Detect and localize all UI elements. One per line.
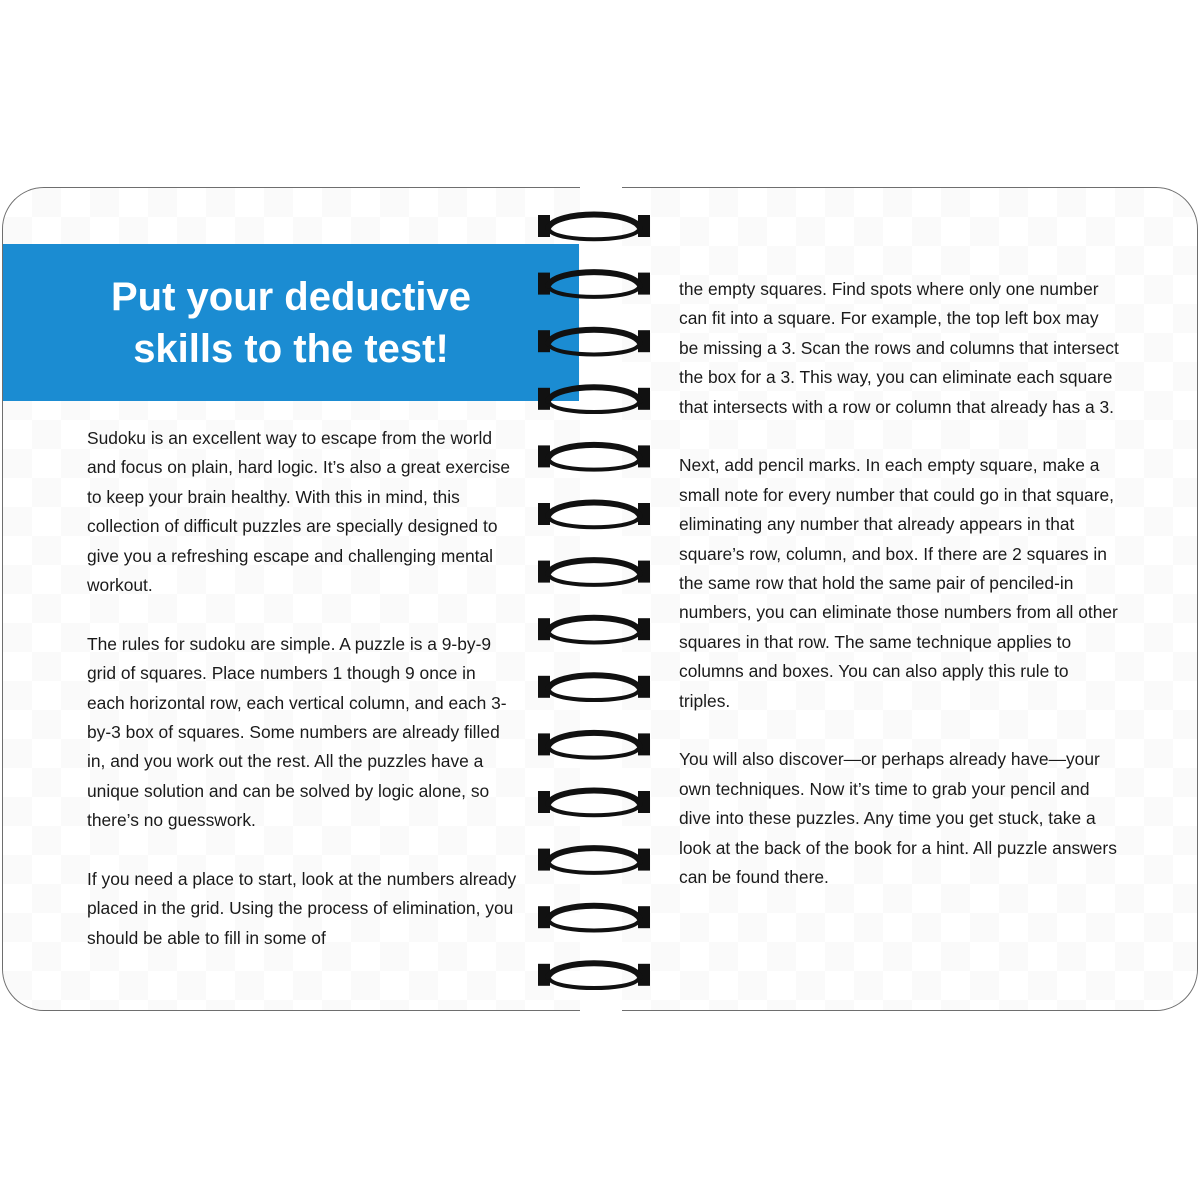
spiral-binding	[534, 200, 654, 1000]
spiral-wire-back	[550, 749, 638, 757]
spiral-wire-back	[550, 922, 638, 930]
spiral-wire-back	[550, 289, 638, 297]
spiral-wire	[548, 560, 640, 574]
spiral-wire-back	[550, 807, 638, 815]
spiral-ring	[538, 791, 650, 816]
spiral-ring	[538, 618, 650, 643]
spiral-wire-back	[550, 404, 638, 412]
spiral-wire	[548, 791, 640, 805]
spiral-wire	[548, 963, 640, 977]
spiral-wire	[548, 733, 640, 747]
spiral-wire	[548, 387, 640, 401]
left-page	[2, 187, 580, 1011]
spiral-ring	[538, 733, 650, 758]
left-paragraph-3: If you need a place to start, look at the numbers already placed in the grid. Using the process of elimination, you should be able to fill in some of	[87, 869, 517, 948]
spiral-wire	[548, 330, 640, 344]
right-paragraph-3: You will also discover—or perhaps already have—your own techniques. Now it’s time to grab your pencil and dive into these puzzles. Any time you get stuck, take a look at the back of the book for a hint. All puzzle answers can be found there.	[679, 749, 1117, 888]
spiral-ring	[538, 560, 650, 585]
spiral-wire	[548, 618, 640, 632]
right-page	[622, 187, 1198, 1011]
spiral-ring	[538, 503, 650, 528]
left-text-column	[87, 424, 517, 983]
spiral-wire	[548, 445, 640, 459]
right-paragraph-2: Next, add pencil marks. In each empty square, make a small note for every number that could go in that square, eliminating any number that already appears in that square’s row, column, and box. If there are 2 squares in the same row that hold the same pair of penciled-in numbers, you can eliminate those numbers from all other squares in that row. The same technique applies to columns and boxes. You can also apply this rule to triples.	[679, 455, 1118, 711]
spiral-wire-back	[550, 231, 638, 239]
spiral-wire	[548, 215, 640, 229]
spiral-wire-back	[550, 519, 638, 527]
spiral-wire-back	[550, 346, 638, 354]
spiral-ring	[538, 272, 650, 297]
spiral-ring	[538, 330, 650, 355]
spiral-ring	[538, 675, 650, 700]
spiral-ring	[538, 215, 650, 240]
spiral-wire	[548, 272, 640, 286]
spiral-ring	[538, 848, 650, 873]
spiral-ring	[538, 906, 650, 931]
left-paragraph-1: Sudoku is an excellent way to escape from the world and focus on plain, hard logic. It’s also a great exercise to keep your brain healthy. With this in mind, this collection of difficult puzzles are specially designed to give you a refreshing escape and challenging mental workout.	[87, 428, 511, 596]
spiral-ring	[538, 445, 650, 470]
spiral-wire	[548, 906, 640, 920]
spiral-wire-back	[550, 577, 638, 585]
page-title	[41, 271, 541, 375]
title-band	[3, 244, 579, 401]
spiral-wire-back	[550, 634, 638, 642]
right-paragraph-1: the empty squares. Find spots where only one number can fit into a square. For example, the top left box may be missing a 3. Scan the rows and columns that intersect the box for a 3. This way, you can eliminate each square that intersects with a row or column that already has a 3.	[679, 279, 1119, 417]
spiral-wire-back	[550, 461, 638, 469]
spiral-wire	[548, 675, 640, 689]
right-text-column	[679, 275, 1119, 922]
title-line-1: Put your deductive	[110, 274, 472, 319]
spiral-ring	[538, 963, 650, 988]
spiral-wire-back	[550, 865, 638, 873]
spiral-wire-back	[550, 692, 638, 700]
spiral-wire-back	[550, 980, 638, 988]
title-line-2: skills to the test!	[133, 326, 449, 371]
spiral-wire	[548, 848, 640, 862]
left-paragraph-2: The rules for sudoku are simple. A puzzle is a 9-by-9 grid of squares. Place numbers 1 though 9 once in each horizontal row, each vertical column, and each 3-by-3 box of squares. Some numbers are already filled in, and you work out the rest. All the puzzles have a unique solution and can be solved by logic alone, so there’s no guesswork.	[87, 633, 507, 831]
spiral-wire	[548, 503, 640, 517]
spiral-ring	[538, 387, 650, 412]
